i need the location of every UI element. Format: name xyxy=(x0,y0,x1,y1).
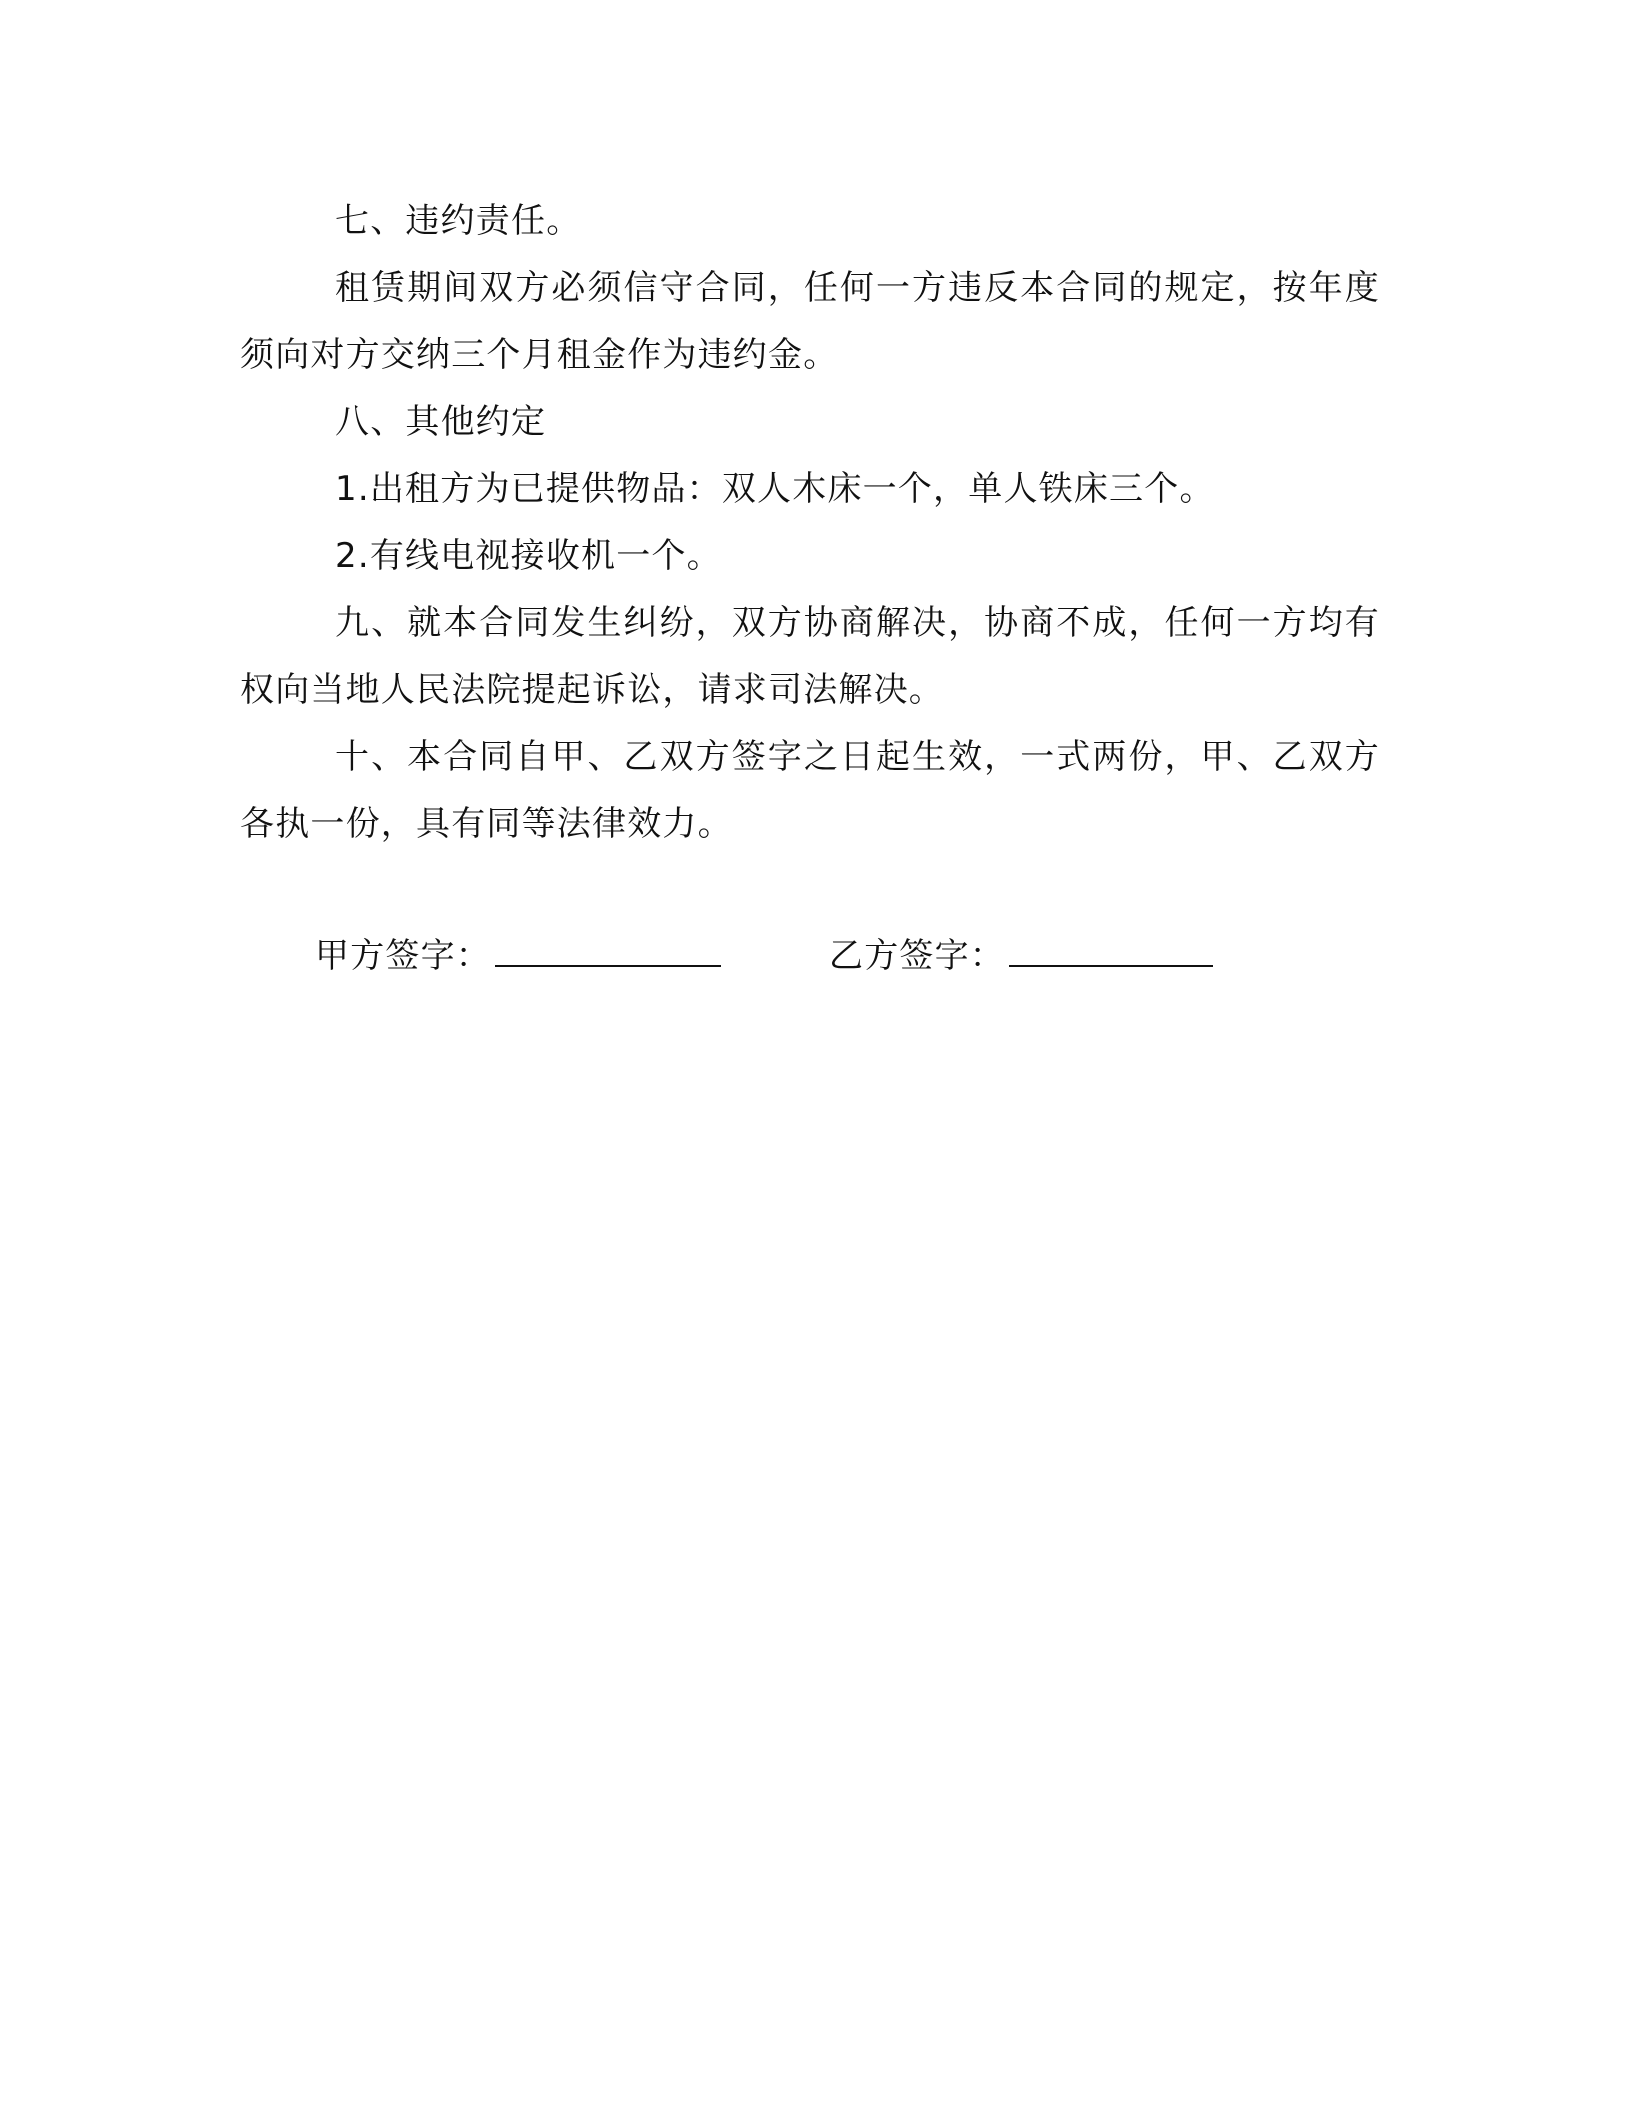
signature-block xyxy=(315,926,1315,986)
clause-8-item-2: 2.有线电视接收机一个。 xyxy=(335,536,722,576)
clause-10-text: 十、本合同自甲、乙双方签字之日起生效，一式两份，甲、乙双方各执一份，具有同等法律效力。 xyxy=(240,737,1380,844)
clause-8-heading: 八、其他约定 xyxy=(335,402,547,442)
party-b-label: 乙方签字： xyxy=(829,936,1005,976)
party-b-signature xyxy=(829,926,1213,986)
clause-9-text: 九、就本合同发生纠纷，双方协商解决，协商不成，任何一方均有权向当地人民法院提起诉讼，请求司法解决。 xyxy=(240,603,1380,710)
party-a-label: 甲方签字： xyxy=(315,936,491,976)
clause-8-item-1: 1.出租方为已提供物品：双人木床一个，单人铁床三个。 xyxy=(335,469,1215,509)
clause-7-text: 租赁期间双方必须信守合同，任何一方违反本合同的规定，按年度须向对方交纳三个月租金作为违约金。 xyxy=(240,268,1380,375)
party-a-signature-line xyxy=(495,931,721,967)
party-b-signature-line xyxy=(1009,931,1213,967)
contract-body xyxy=(240,188,1380,858)
clause-7-heading: 七、违约责任。 xyxy=(335,201,582,241)
party-a-signature xyxy=(315,926,721,986)
